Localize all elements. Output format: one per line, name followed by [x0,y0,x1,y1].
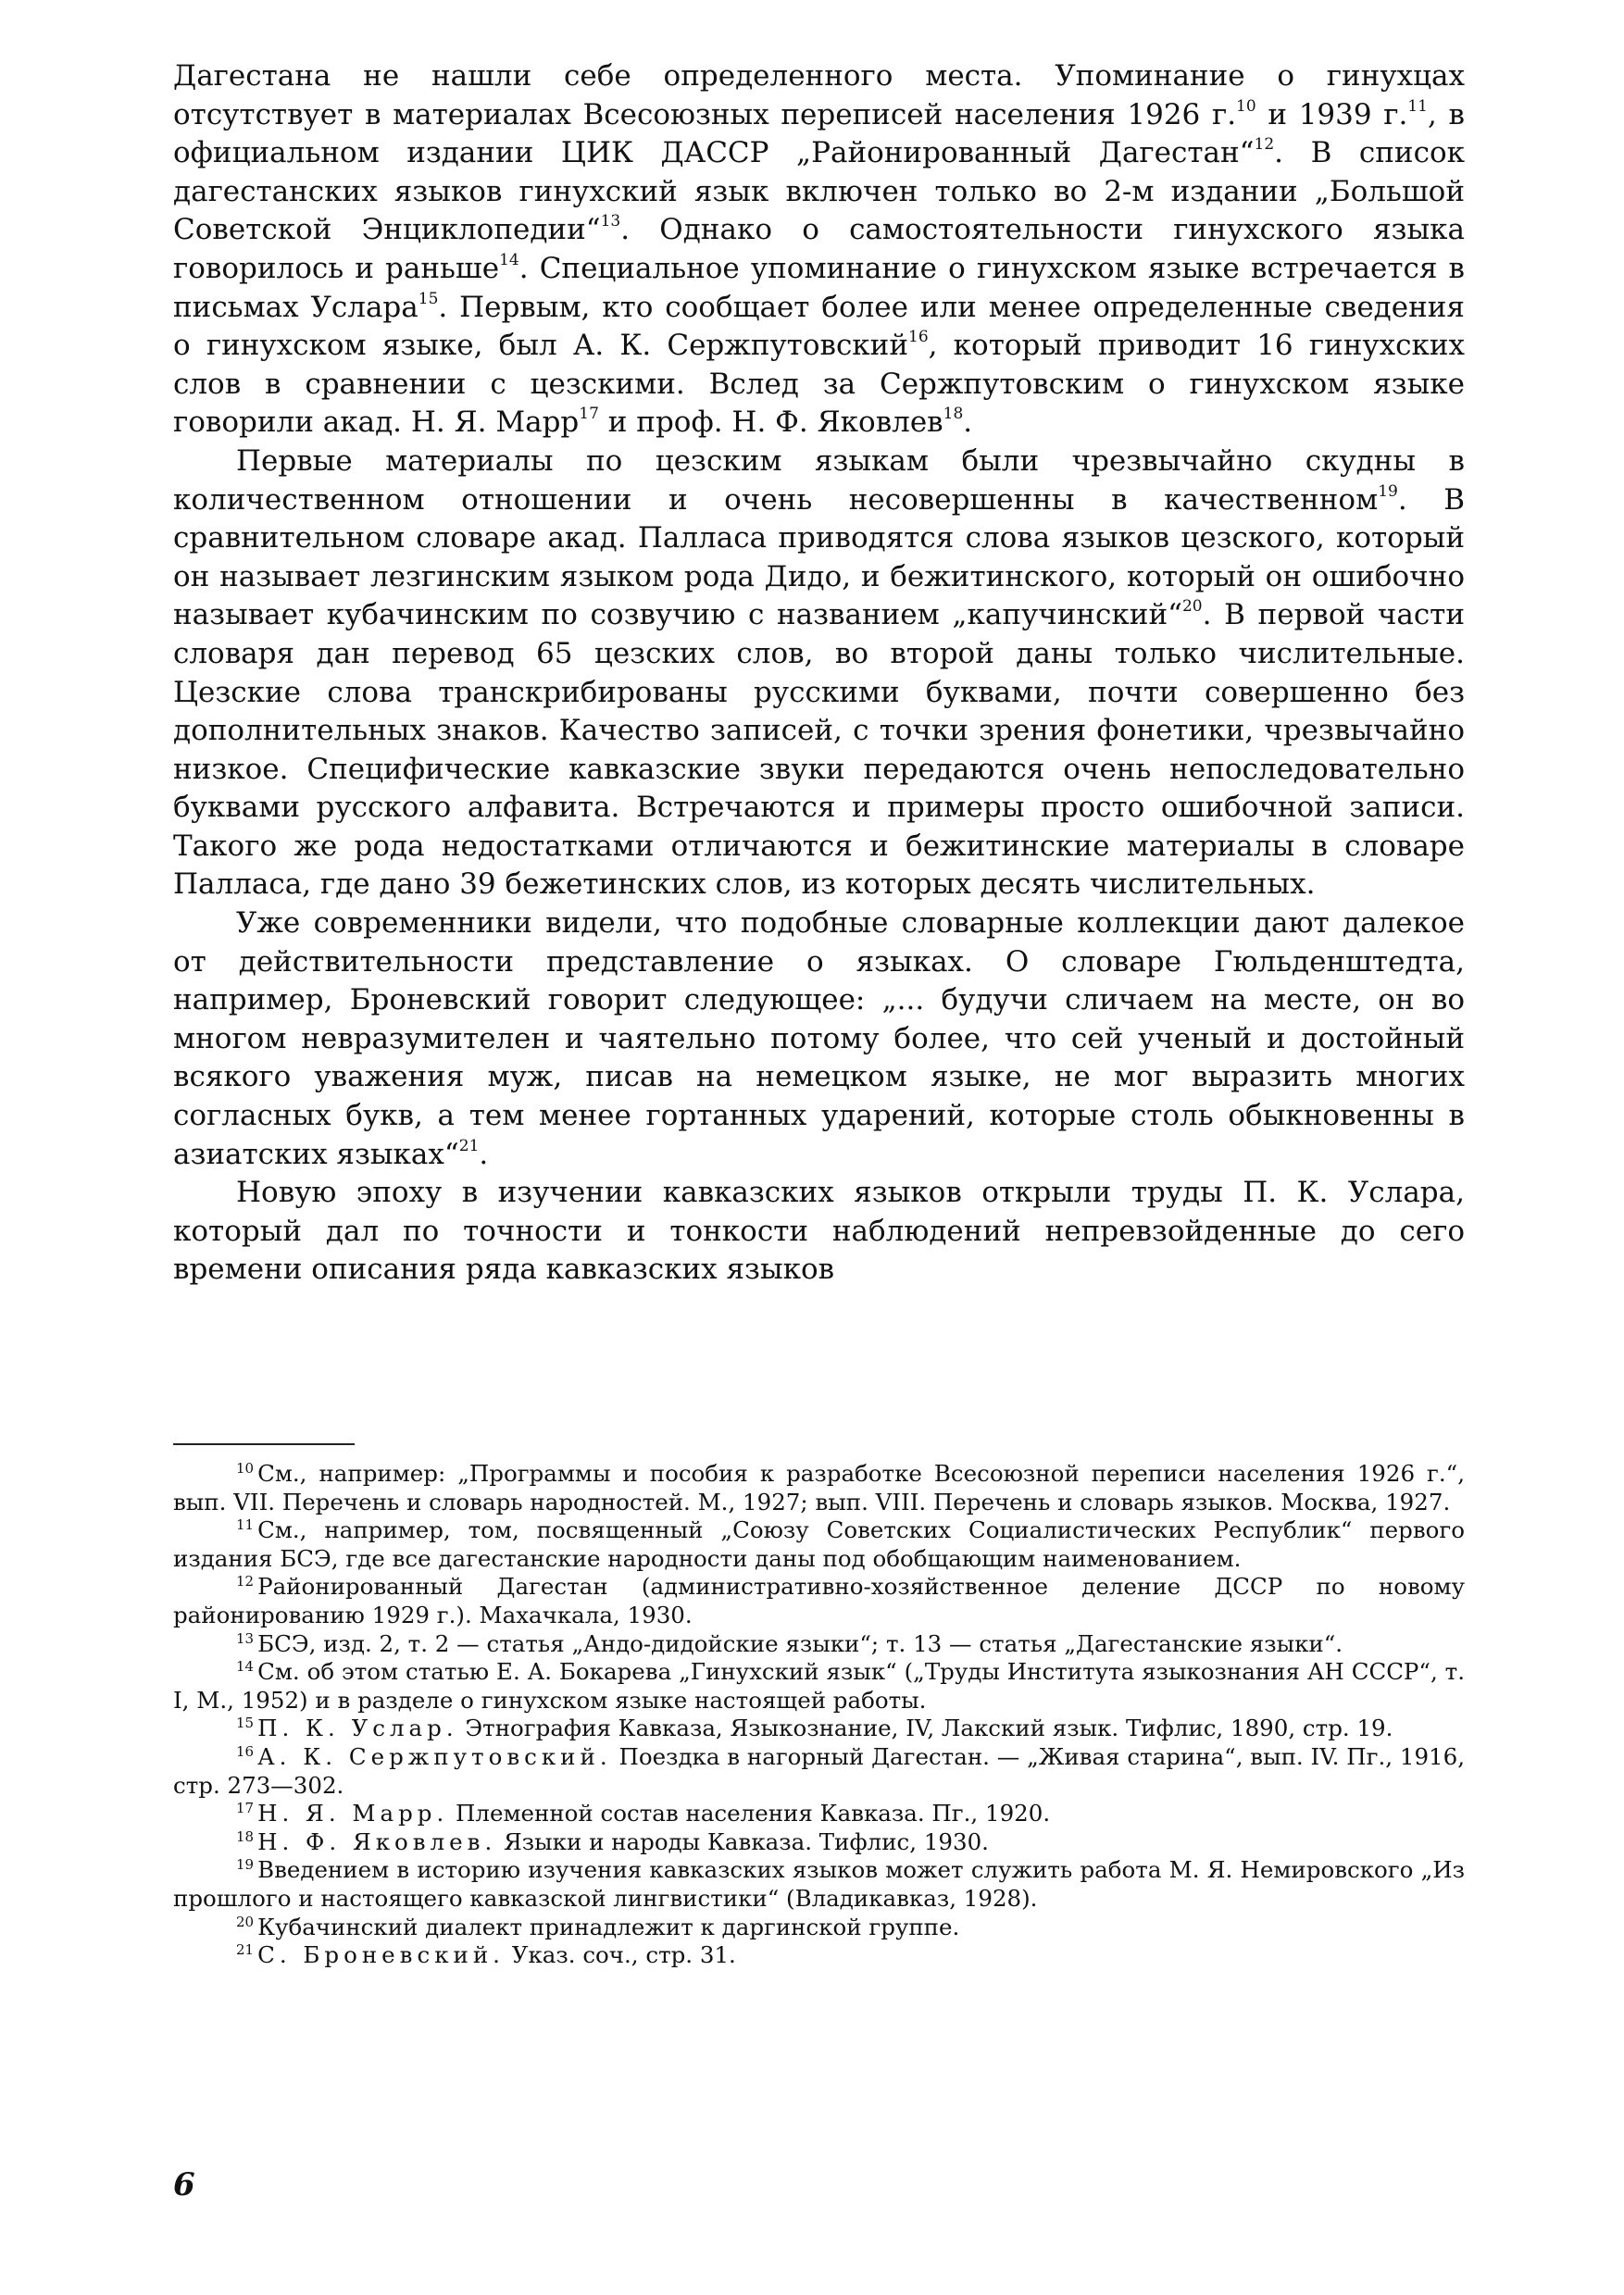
text-run: . Специальное упоминание о гинухском языке встречается в письмах Услара [173,251,1465,324]
footnote-ref: 11 [1407,96,1428,116]
text-run: Племенной состав населения Кавказа. Пг., 1920. [448,1800,1051,1827]
page-number: 6 [173,2166,195,2203]
text-run: , который приводит 16 гинухских слов в сравнении с цезскими. Вслед за Сержпутовским о гинухском языке говорили акад. Н. Я. Марр [173,329,1465,440]
footnote-ref: 14 [499,250,519,269]
paragraph [173,1174,1465,1290]
footnote [173,1460,1465,1516]
footnote-separator [173,1443,355,1445]
footnote [173,1658,1465,1715]
footnote-ref: 13 [600,212,621,231]
text-run: . В первой части словаря дан перевод 65 цезских слов, во второй даны только числительные. Цезские слова транскрибированы русскими буквами, почти совершенно без дополнительных знаков. Качество записей, с точки зрения фонетики, чрезвычайно низкое. Специфические кавказские звуки передаются очень непоследовательно буквами русского алфавита. Встречаются и примеры просто ошибочной записи. Такого же рода недостатками отличаются и бежитинские материалы в словаре Палласа, где дано 39 бежетинских слов, из которых десять числительных. [173,598,1465,902]
footnote-ref: 15 [418,289,439,308]
footnote [173,1800,1465,1828]
text-run: Указ. соч., стр. 31. [504,1941,736,1969]
footnote-number: 17 [236,1800,255,1817]
text-run: Первые материалы по цезским языкам были чрезвычайно скудны в количественном отношении и очень несовершенны в качественном [173,443,1465,517]
text-run: . [963,405,973,440]
author-name: Н. Я. Марр. [257,1800,449,1827]
footnote-number: 12 [236,1573,255,1590]
text-run: . [479,1137,489,1171]
text-run: . В список дагестанских языков гинухский язык включен только во 2-м издании „Большой Советской Энциклопедии“ [173,136,1465,247]
author-name: П. К. Услар. [257,1715,458,1742]
footnote-number: 11 [236,1516,255,1534]
text-run: , в официальном издании ЦИК ДАССР „Районированный Дагестан“ [173,97,1465,170]
footnote-ref: 20 [1181,597,1203,617]
text-run: См. об этом статью Е. А. Бокарева „Гинухский язык“ („Труды Института языкознания АН СССР“, т. I, М., 1952) и в разделе о гинухском языке настоящей работы. [173,1658,1465,1714]
footnote-ref: 21 [458,1136,480,1155]
footnote-ref: 10 [1236,96,1256,116]
text-run: Этнография Кавказа, Языкознание, IV, Лакский язык. Тифлис, 1890, стр. 19. [457,1715,1393,1742]
text-run: См., например: „Программы и пособия к разработке Всесоюзной переписи населения 1926 г.“, вып. VII. Перечень и словарь народностей. М., 1927; вып. VIII. Перечень и словарь языков. Москва, 1927. [173,1460,1465,1515]
footnote [173,1914,1465,1942]
footnote-number: 13 [236,1629,255,1647]
text-run: . Первым, кто сообщает более или менее определенные сведения о гинухском языке, был А. К. Сержпутовский [173,290,1465,363]
footnote [173,1630,1465,1659]
footnote [173,1856,1465,1913]
text-run: Введением в историю изучения кавказских языков может служить работа М. Я. Немировского „Из прошлого и настоящего кавказской лингвистики“ (Владикавказ, 1928). [173,1856,1465,1912]
text-run: Кубачинский диалект принадлежит к даргинской группе. [257,1913,960,1940]
text-run: и проф. Н. Ф. Яковлев [598,405,943,440]
text-run: Уже современники видели, что подобные словарные коллекции дают далекое от действительности представление о языках. О словаре Гюльденштедта, например, Броневский говорит следующее: „... будучи сличаем на месте, он во многом невразумителен и чаятельно потому более, что сей ученый и достойный всякого уважения муж, писав на немецком языке, не мог выразить многих согласных букв, а тем менее гортанных ударений, которые столь обыкновенны в азиатских языках“ [173,906,1465,1171]
paragraph [173,57,1465,443]
footnote-number: 21 [236,1941,255,1959]
footnote-number: 14 [236,1658,255,1676]
footnote [173,1941,1465,1970]
text-run: . В сравнительном словаре акад. Палласа приводятся слова языков цезского, который он называет лезгинским языком рода Дидо, и бежитинского, который он ошибочно называет кубачинским по созвучию с названием „капучинский“ [173,482,1465,632]
text-run: и 1939 г. [1255,97,1408,131]
footnote-number: 19 [236,1856,255,1874]
footnote [173,1715,1465,1743]
author-name: С. Броневский. [257,1941,505,1969]
text-run: Языки и народы Кавказа. Тифлис, 1930. [496,1827,989,1855]
paragraph [173,443,1465,904]
footnote [173,1516,1465,1573]
text-run: . Однако о самостоятельности гинухского языка говорилось и раньше [173,213,1465,285]
footnotes [173,1460,1465,1970]
footnote-number: 10 [236,1460,255,1477]
footnote-ref: 16 [908,328,929,347]
author-name: Н. Ф. Яковлев. [257,1827,497,1855]
text-run: Поездка в нагорный Дагестан. — „Живая старина“, вып. IV. Пг., 1916, стр. 273—302. [173,1742,1465,1799]
author-name: А. К. Сержпутовский. [257,1742,612,1770]
paragraph [173,904,1465,1174]
footnote-ref: 19 [1378,481,1398,501]
main-text [173,57,1465,1290]
footnote [173,1573,1465,1629]
text-run: Новую эпоху в изучении кавказских языков открыли труды П. К. Услара, который дал по точности и тонкости наблюдений непревзойденные до сего времени описания ряда кавказских языков [173,1176,1465,1287]
text-run: БСЭ, изд. 2, т. 2 — статья „Андо-дидойские языки“; т. 13 — статья „Дагестанские языки“. [257,1629,1343,1657]
text-run: Дагестана не нашли себе определенного места. Упоминание о гинухцах отсутствует в материалах Всесоюзных переписей населения 1926 г. [173,59,1465,131]
footnote [173,1743,1465,1800]
footnote [173,1828,1465,1857]
footnote-number: 20 [236,1913,255,1930]
footnote-number: 16 [236,1742,255,1760]
text-run: См., например, том, посвященный „Союзу Советских Социалистических Республик“ первого издания БСЭ, где все дагестанские народности даны под обобщающим наименованием. [173,1516,1465,1572]
footnote-ref: 12 [1254,135,1275,155]
footnote-number: 15 [236,1715,255,1732]
text-run: Районированный Дагестан (административно-хозяйственное деление ДССР по новому районированию 1929 г.). Махачкала, 1930. [173,1573,1465,1628]
footnote-number: 18 [236,1827,255,1845]
footnote-ref: 18 [943,405,964,424]
footnote-ref: 17 [579,405,599,424]
